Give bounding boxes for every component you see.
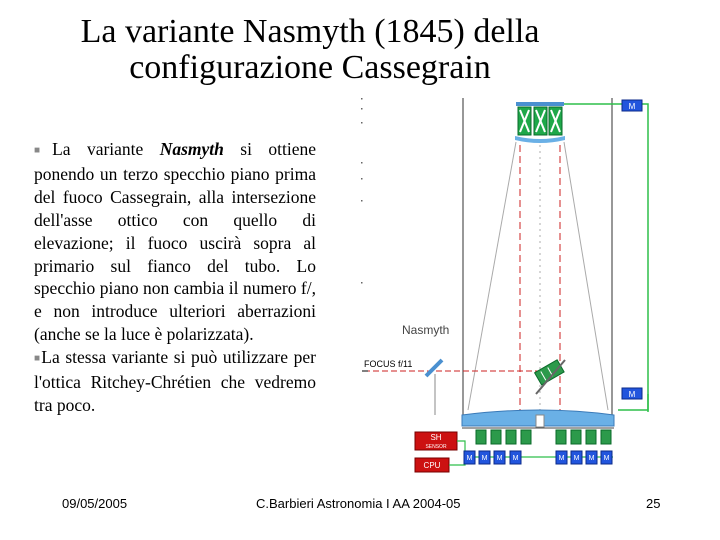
svg-text:M: M	[481, 455, 488, 462]
svg-text:M: M	[496, 455, 503, 462]
secondary-support	[516, 102, 564, 106]
title-line-1: La variante Nasmyth (1845) della	[80, 13, 540, 50]
svg-text:M: M	[512, 455, 519, 462]
svg-text:CPU: CPU	[423, 461, 441, 470]
nasmyth-emphasis: Nasmyth	[159, 139, 224, 159]
bullet-1: ■La variante Nasmyth si ottiene ponendo un terzo specchio piano prima del fuoco Cassegrain, alla intersezione dell'asse ottico con quello di elevazione; il fuoco uscirà sopra al primario sul fianco del tubo. Lo specchio piano non cambia il numero f/, e non introduce ulteriori aberrazioni (anche se la luce è polarizzata).	[34, 139, 316, 345]
svg-text:M: M	[628, 102, 636, 111]
footer-date: 09/05/2005	[62, 496, 128, 511]
svg-text:M: M	[573, 455, 580, 462]
bullet-marker-icon: ■	[34, 145, 53, 156]
svg-text:M: M	[603, 455, 610, 462]
footer-course: C.Barbieri Astronomia I AA 2004-05	[256, 496, 461, 511]
slide-title	[40, 14, 580, 86]
bullet-2: ■La stessa variante si può utilizzare per l'ottica Ritchey-Chrétien che vedremo tra poco.	[34, 347, 316, 415]
focus-label: FOCUS f/11	[364, 359, 413, 369]
body-text	[34, 138, 316, 417]
secondary-mirror	[515, 136, 565, 143]
title-line-2: configurazione Cassegrain	[129, 49, 491, 86]
dotted-marks	[361, 98, 363, 284]
tertiary-flat-mirror	[426, 360, 442, 376]
nasmyth-telescope-diagram	[350, 90, 650, 490]
svg-text:M: M	[628, 390, 636, 399]
svg-text:M: M	[588, 455, 595, 462]
svg-text:SH: SH	[430, 433, 442, 442]
svg-text:M: M	[558, 455, 565, 462]
bullet-marker-icon: ■	[34, 353, 42, 365]
footer-page-number: 25	[646, 496, 661, 511]
primary-actuators	[476, 430, 611, 444]
svg-text:M: M	[466, 455, 473, 462]
svg-text:SENSOR: SENSOR	[425, 444, 447, 450]
nasmyth-label: Nasmyth	[402, 323, 450, 337]
